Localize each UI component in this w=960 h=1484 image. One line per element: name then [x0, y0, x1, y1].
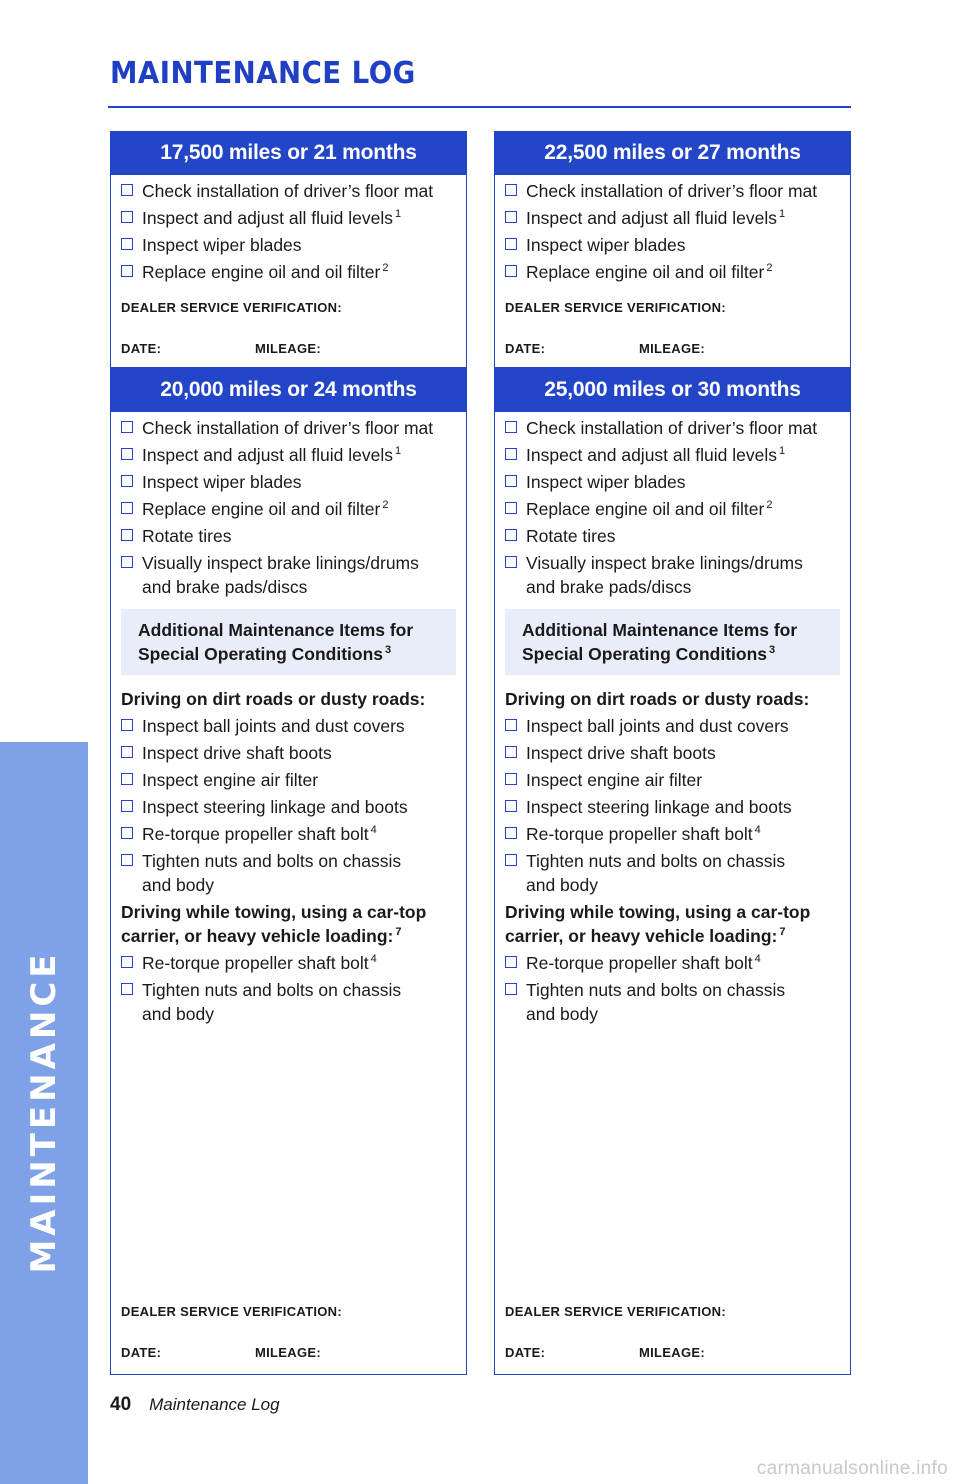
- checkbox[interactable]: [121, 448, 133, 460]
- interval-card-22500: [494, 131, 851, 368]
- checkbox[interactable]: [505, 800, 517, 812]
- checkbox[interactable]: [505, 448, 517, 460]
- date-label: DATE:: [505, 1345, 546, 1360]
- checklist: [495, 714, 850, 897]
- checkbox[interactable]: [505, 421, 517, 433]
- footnote-ref: 4: [370, 953, 377, 965]
- list-item: Replace engine oil and oil filter $^2$: [505, 497, 850, 521]
- list-item: Replace engine oil and oil filter $^2$: [121, 497, 466, 521]
- checkbox[interactable]: [505, 854, 517, 866]
- checkbox[interactable]: [121, 983, 133, 995]
- dirt-roads-heading: Driving on dirt roads or dusty roads:: [505, 689, 810, 709]
- footnote-ref: 2: [766, 499, 773, 511]
- interval-card-20000: [110, 368, 467, 1375]
- list-item: Tighten nuts and bolts on chassis and body: [121, 849, 466, 897]
- footnote-ref: 2: [766, 262, 773, 274]
- footnote-ref: 3: [385, 644, 392, 656]
- interval-card-17500: [110, 131, 467, 368]
- verification-fields: [111, 341, 466, 356]
- list-item: Check installation of driver’s floor mat: [121, 416, 466, 440]
- checkbox[interactable]: [121, 773, 133, 785]
- watermark: carmanualsonline.info: [756, 1458, 948, 1479]
- list-item: Inspect wiper blades: [121, 470, 466, 494]
- checkbox[interactable]: [121, 956, 133, 968]
- interval-header: 17,500 miles or 21 months: [111, 131, 466, 175]
- checkbox[interactable]: [121, 746, 133, 758]
- checkbox[interactable]: [121, 719, 133, 731]
- footnote-ref: 2: [382, 262, 389, 274]
- checkbox[interactable]: [121, 211, 133, 223]
- checkbox[interactable]: [505, 719, 517, 731]
- footnote-ref: 1: [778, 208, 786, 220]
- date-label: DATE:: [121, 341, 162, 356]
- list-item: Inspect and adjust all fluid levels $^1$: [121, 206, 466, 230]
- list-item: Inspect steering linkage and boots: [505, 795, 850, 819]
- list-item: Replace engine oil and oil filter $^2$: [121, 260, 466, 284]
- list-item: Visually inspect brake linings/drums and brake pads/discs: [121, 551, 466, 599]
- special-conditions-box: Additional Maintenance Items for Special Operating Conditions $^3$: [505, 609, 840, 675]
- title-divider: [108, 106, 851, 108]
- mileage-label: MILEAGE:: [255, 1345, 321, 1360]
- list-item: Visually inspect brake linings/drums and brake pads/discs: [505, 551, 850, 599]
- list-item: Tighten nuts and bolts on chassis and body: [505, 978, 850, 1026]
- verification-fields: [495, 1345, 850, 1360]
- footnote-ref: 2: [382, 499, 389, 511]
- list-item: Inspect engine air filter: [121, 768, 466, 792]
- footnote-ref: 4: [754, 953, 761, 965]
- page-footer: [110, 1394, 280, 1416]
- checkbox[interactable]: [505, 211, 517, 223]
- footer-section-name: Maintenance Log: [149, 1395, 280, 1414]
- interval-card-25000: [494, 368, 851, 1375]
- footnote-ref: 7: [779, 926, 786, 938]
- checkbox[interactable]: [121, 265, 133, 277]
- checkbox[interactable]: [505, 529, 517, 541]
- checkbox[interactable]: [121, 827, 133, 839]
- mileage-label: MILEAGE:: [639, 1345, 705, 1360]
- list-item: Inspect wiper blades: [505, 233, 850, 257]
- interval-header: 25,000 miles or 30 months: [495, 368, 850, 412]
- checkbox[interactable]: [121, 556, 133, 568]
- checkbox[interactable]: [505, 475, 517, 487]
- checkbox[interactable]: [121, 421, 133, 433]
- list-item: Check installation of driver’s floor mat: [121, 179, 466, 203]
- list-item: Inspect ball joints and dust covers: [505, 714, 850, 738]
- checkbox[interactable]: [505, 773, 517, 785]
- dealer-verification-label: DEALER SERVICE VERIFICATION:: [505, 300, 726, 315]
- checkbox[interactable]: [505, 827, 517, 839]
- checkbox[interactable]: [505, 983, 517, 995]
- checklist: [495, 951, 850, 1026]
- list-item: Inspect ball joints and dust covers: [121, 714, 466, 738]
- checkbox[interactable]: [121, 800, 133, 812]
- checkbox[interactable]: [121, 854, 133, 866]
- list-item: Inspect wiper blades: [121, 233, 466, 257]
- dealer-verification-label: DEALER SERVICE VERIFICATION:: [121, 1304, 342, 1319]
- towing-heading: Driving while towing, using a car-top carrier, or heavy vehicle loading: $^7$: [505, 902, 811, 946]
- list-item: Tighten nuts and bolts on chassis and body: [505, 849, 850, 897]
- list-item: Inspect wiper blades: [505, 470, 850, 494]
- special-conditions-box: Additional Maintenance Items for Special Operating Conditions $^3$: [121, 609, 456, 675]
- checkbox[interactable]: [505, 184, 517, 196]
- list-item: Inspect and adjust all fluid levels $^1$: [121, 443, 466, 467]
- footnote-ref: 1: [778, 445, 786, 457]
- interval-header: 20,000 miles or 24 months: [111, 368, 466, 412]
- page-number: 40: [110, 1394, 132, 1415]
- checkbox[interactable]: [505, 556, 517, 568]
- section-side-tab-label: MAINTENANCE: [24, 950, 64, 1274]
- left-column: [110, 131, 467, 1375]
- checkbox[interactable]: [505, 956, 517, 968]
- mileage-label: MILEAGE:: [255, 341, 321, 356]
- verification-fields: [111, 1345, 466, 1360]
- list-item: Tighten nuts and bolts on chassis and body: [121, 978, 466, 1026]
- list-item: Re-torque propeller shaft bolt $^4$: [505, 951, 850, 975]
- checklist: [495, 412, 850, 599]
- checkbox[interactable]: [505, 746, 517, 758]
- list-item: Check installation of driver’s floor mat: [505, 416, 850, 440]
- towing-heading: Driving while towing, using a car-top carrier, or heavy vehicle loading: $^7$: [121, 902, 427, 946]
- list-item: Rotate tires: [505, 524, 850, 548]
- checkbox[interactable]: [121, 529, 133, 541]
- verification-fields: [495, 341, 850, 356]
- checklist: [111, 714, 466, 897]
- list-item: Inspect and adjust all fluid levels $^1$: [505, 206, 850, 230]
- footnote-ref: 4: [370, 824, 377, 836]
- checklist: [111, 412, 466, 599]
- list-item: Check installation of driver’s floor mat: [505, 179, 850, 203]
- list-item: Rotate tires: [121, 524, 466, 548]
- list-item: Replace engine oil and oil filter $^2$: [505, 260, 850, 284]
- list-item: Inspect engine air filter: [505, 768, 850, 792]
- date-label: DATE:: [505, 341, 546, 356]
- footnote-ref: 3: [769, 644, 776, 656]
- mileage-label: MILEAGE:: [639, 341, 705, 356]
- list-item: Inspect steering linkage and boots: [121, 795, 466, 819]
- checkbox[interactable]: [121, 502, 133, 514]
- checklist: [111, 951, 466, 1026]
- right-column: [494, 131, 851, 1375]
- list-item: Inspect drive shaft boots: [121, 741, 466, 765]
- checkbox[interactable]: [121, 475, 133, 487]
- verification-block: [495, 1304, 850, 1360]
- list-item: Inspect and adjust all fluid levels $^1$: [505, 443, 850, 467]
- checklist: [111, 175, 466, 284]
- interval-header: 22,500 miles or 27 months: [495, 131, 850, 175]
- dealer-verification-label: DEALER SERVICE VERIFICATION:: [505, 1304, 726, 1319]
- checkbox[interactable]: [121, 238, 133, 250]
- checkbox[interactable]: [505, 502, 517, 514]
- footnote-ref: 1: [394, 208, 402, 220]
- footnote-ref: 4: [754, 824, 761, 836]
- dealer-verification-label: DEALER SERVICE VERIFICATION:: [121, 300, 342, 315]
- date-label: DATE:: [121, 1345, 162, 1360]
- dirt-roads-heading: Driving on dirt roads or dusty roads:: [121, 689, 426, 709]
- list-item: Re-torque propeller shaft bolt $^4$: [121, 951, 466, 975]
- list-item: Re-torque propeller shaft bolt $^4$: [505, 822, 850, 846]
- list-item: Re-torque propeller shaft bolt $^4$: [121, 822, 466, 846]
- page-title: MAINTENANCE LOG: [110, 56, 416, 91]
- checkbox[interactable]: [505, 238, 517, 250]
- footnote-ref: 7: [395, 926, 402, 938]
- footnote-ref: 1: [394, 445, 402, 457]
- checkbox[interactable]: [121, 184, 133, 196]
- checkbox[interactable]: [505, 265, 517, 277]
- verification-block: [111, 1304, 466, 1360]
- checklist: [495, 175, 850, 284]
- list-item: Inspect drive shaft boots: [505, 741, 850, 765]
